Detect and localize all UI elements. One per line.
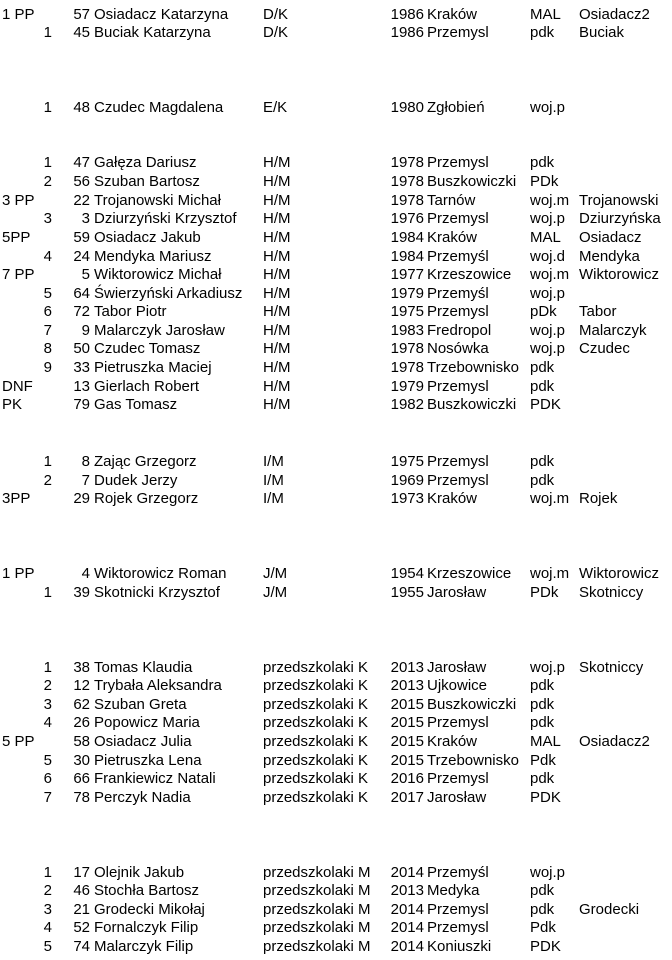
city-cell: Przemysl [427,378,489,395]
start-number-cell: 46 [73,882,90,899]
birth-year-cell: 1978 [390,173,424,190]
club-cell: PDK [530,789,561,806]
start-number-cell: 5 [81,266,90,283]
competitor-name-cell: Osiadacz Jakub [94,229,201,246]
birth-year-cell: 1984 [390,248,424,265]
category-cell: przedszkolaki K [263,696,369,713]
place-cell: 8 [43,340,52,357]
place-cell: 7 [43,789,52,806]
result-row [0,882,672,901]
city-cell: Przemysl [427,714,489,731]
club-cell: woj.d [530,248,566,265]
start-number-cell: 56 [73,173,90,190]
competitor-name-cell: Wiktorowicz Roman [94,565,227,582]
category-cell: H/M [263,173,291,190]
competitor-name-cell: Grodecki Mikołaj [94,901,205,918]
birth-year-cell: 1982 [390,396,424,413]
competitor-name-cell: Perczyk Nadia [94,789,191,806]
club-cell: woj.p [530,210,566,227]
category-cell: I/M [263,472,284,489]
competitor-name-cell: Gałęza Dariusz [94,154,197,171]
start-number-cell: 58 [73,733,90,750]
birth-year-cell: 1978 [390,359,424,376]
place-cell: 1 PP [2,565,35,582]
result-row [0,303,672,322]
competitor-name-cell: Dudek Jerzy [94,472,178,489]
result-row [0,378,672,397]
place-cell: 3 PP [2,192,35,209]
city-cell: Tarnów [427,192,476,209]
category-cell: przedszkolaki K [263,733,369,750]
place-cell: 2 [43,677,52,694]
competitor-name-cell: Fornalczyk Filip [94,919,199,936]
competitor-name-cell: Szuban Bartosz [94,173,200,190]
start-number-cell: 39 [73,584,90,601]
birth-year-cell: 1979 [390,378,424,395]
place-cell: 4 [43,248,52,265]
team-cell: Skotniccy [579,659,644,676]
result-row [0,770,672,789]
result-row [0,285,672,304]
start-number-cell: 64 [73,285,90,302]
club-cell: Pdk [530,919,556,936]
place-cell: 5 PP [2,733,35,750]
result-row [0,266,672,285]
club-cell: pdk [530,453,555,470]
team-cell: Osiadacz [579,229,642,246]
place-cell: 7 PP [2,266,35,283]
birth-year-cell: 1973 [390,490,424,507]
result-row [0,659,672,678]
category-cell: przedszkolaki M [263,882,371,899]
club-cell: woj.p [530,864,566,881]
result-row [0,901,672,920]
city-cell: Zgłobień [427,99,485,116]
start-number-cell: 9 [81,322,90,339]
city-cell: Kraków [427,490,478,507]
category-cell: przedszkolaki K [263,714,369,731]
result-row [0,472,672,491]
place-cell: 6 [43,303,52,320]
birth-year-cell: 1984 [390,229,424,246]
category-cell: H/M [263,303,291,320]
birth-year-cell: 1969 [390,472,424,489]
result-row [0,752,672,771]
birth-year-cell: 2015 [390,714,424,731]
city-cell: Jarosław [427,659,487,676]
competitor-name-cell: Skotnicki Krzysztof [94,584,220,601]
birth-year-cell: 1978 [390,340,424,357]
city-cell: Przemysl [427,919,489,936]
category-cell: przedszkolaki K [263,659,369,676]
birth-year-cell: 2013 [390,659,424,676]
birth-year-cell: 2015 [390,696,424,713]
club-cell: pdk [530,154,555,171]
place-cell: 1 [43,453,52,470]
team-cell: Skotniccy [579,584,644,601]
result-row [0,584,672,603]
result-row [0,340,672,359]
city-cell: Przemysl [427,453,489,470]
result-row [0,714,672,733]
team-cell: Osiadacz2 [579,6,650,23]
category-cell: J/M [263,584,288,601]
start-number-cell: 26 [73,714,90,731]
competitor-name-cell: Wiktorowicz Michał [94,266,222,283]
start-number-cell: 8 [81,453,90,470]
competitor-name-cell: Malarczyk Filip [94,938,194,955]
result-row [0,6,672,25]
result-row [0,453,672,472]
competitor-name-cell: Trojanowski Michał [94,192,221,209]
place-cell: 2 [43,173,52,190]
city-cell: Krzeszowice [427,565,512,582]
competitor-name-cell: Osiadacz Katarzyna [94,6,229,23]
category-cell: E/K [263,99,288,116]
place-cell: 1 [43,154,52,171]
result-row [0,490,672,509]
place-cell: 9 [43,359,52,376]
competitor-name-cell: Tabor Piotr [94,303,167,320]
result-row [0,396,672,415]
result-row [0,864,672,883]
birth-year-cell: 1975 [390,453,424,470]
start-number-cell: 7 [81,472,90,489]
birth-year-cell: 1980 [390,99,424,116]
category-cell: H/M [263,266,291,283]
place-cell: 3 [43,210,52,227]
club-cell: woj.p [530,322,566,339]
birth-year-cell: 1955 [390,584,424,601]
city-cell: Trzebownisko [427,752,519,769]
place-cell: 3 [43,696,52,713]
club-cell: pDk [530,303,557,320]
competitor-name-cell: Mendyka Mariusz [94,248,212,265]
start-number-cell: 4 [81,565,90,582]
category-cell: I/M [263,490,284,507]
start-number-cell: 21 [73,901,90,918]
result-row [0,322,672,341]
birth-year-cell: 2017 [390,789,424,806]
place-cell: 3 [43,901,52,918]
competitor-name-cell: Pietruszka Lena [94,752,202,769]
place-cell: 1 [43,24,52,41]
competitor-name-cell: Trybała Aleksandra [94,677,222,694]
start-number-cell: 12 [73,677,90,694]
city-cell: Fredropol [427,322,492,339]
result-row [0,248,672,267]
place-cell: 2 [43,882,52,899]
competitor-name-cell: Gierlach Robert [94,378,200,395]
place-cell: 1 PP [2,6,35,23]
start-number-cell: 30 [73,752,90,769]
start-number-cell: 33 [73,359,90,376]
club-cell: woj.p [530,659,566,676]
place-cell: 5PP [2,229,31,246]
start-number-cell: 24 [73,248,90,265]
competitor-name-cell: Czudec Magdalena [94,99,224,116]
birth-year-cell: 2014 [390,938,424,955]
category-cell: H/M [263,229,291,246]
competitor-name-cell: Gas Tomasz [94,396,178,413]
city-cell: Kraków [427,733,478,750]
competitor-name-cell: Osiadacz Julia [94,733,192,750]
team-cell: Buciak [579,24,625,41]
birth-year-cell: 1983 [390,322,424,339]
club-cell: pdk [530,378,555,395]
category-cell: H/M [263,396,291,413]
club-cell: pdk [530,359,555,376]
start-number-cell: 3 [81,210,90,227]
category-cell: przedszkolaki M [263,919,371,936]
result-row [0,677,672,696]
place-cell: DNF [2,378,33,395]
place-cell: 1 [43,659,52,676]
city-cell: Jarosław [427,584,487,601]
result-row [0,229,672,248]
competitor-name-cell: Tomas Klaudia [94,659,193,676]
competitor-name-cell: Dziurzyński Krzysztof [94,210,237,227]
result-row [0,173,672,192]
start-number-cell: 13 [73,378,90,395]
category-cell: H/M [263,248,291,265]
club-cell: PDk [530,173,559,190]
birth-year-cell: 2014 [390,901,424,918]
place-cell: 5 [43,285,52,302]
team-cell: Wiktorowicz [579,565,660,582]
city-cell: Przemysl [427,472,489,489]
category-cell: D/K [263,6,289,23]
city-cell: Ujkowice [427,677,488,694]
birth-year-cell: 1979 [390,285,424,302]
city-cell: Medyka [427,882,480,899]
category-cell: przedszkolaki K [263,770,369,787]
city-cell: Przemysl [427,901,489,918]
category-cell: przedszkolaki K [263,789,369,806]
place-cell: 1 [43,864,52,881]
start-number-cell: 50 [73,340,90,357]
start-number-cell: 62 [73,696,90,713]
start-number-cell: 29 [73,490,90,507]
city-cell: Nosówka [427,340,489,357]
club-cell: woj.m [530,266,570,283]
place-cell: 5 [43,938,52,955]
place-cell: 5 [43,752,52,769]
team-cell: Dziurzyńska [579,210,661,227]
competitor-name-cell: Czudec Tomasz [94,340,201,357]
birth-year-cell: 1977 [390,266,424,283]
result-row [0,938,672,957]
result-row [0,359,672,378]
competitor-name-cell: Świerzyński Arkadiusz [94,285,243,302]
city-cell: Trzebownisko [427,359,519,376]
team-cell: Trojanowski [579,192,659,209]
category-cell: H/M [263,210,291,227]
start-number-cell: 74 [73,938,90,955]
start-number-cell: 45 [73,24,90,41]
birth-year-cell: 1986 [390,24,424,41]
category-cell: przedszkolaki M [263,938,371,955]
club-cell: woj.p [530,340,566,357]
competitor-name-cell: Szuban Greta [94,696,187,713]
place-cell: 6 [43,770,52,787]
start-number-cell: 78 [73,789,90,806]
city-cell: Przemysl [427,154,489,171]
place-cell: 4 [43,714,52,731]
place-cell: PK [2,396,23,413]
birth-year-cell: 2015 [390,733,424,750]
birth-year-cell: 2013 [390,882,424,899]
team-cell: Mendyka [579,248,640,265]
result-row [0,919,672,938]
city-cell: Buszkowiczki [427,696,517,713]
city-cell: Buszkowiczki [427,396,517,413]
birth-year-cell: 2015 [390,752,424,769]
city-cell: Przemyśl [427,248,489,265]
start-number-cell: 66 [73,770,90,787]
place-cell: 1 [43,99,52,116]
club-cell: PDK [530,938,561,955]
category-cell: H/M [263,340,291,357]
club-cell: woj.m [530,490,570,507]
club-cell: woj.p [530,99,566,116]
competitor-name-cell: Popowicz Maria [94,714,200,731]
place-cell: 4 [43,919,52,936]
birth-year-cell: 1986 [390,6,424,23]
category-cell: H/M [263,285,291,302]
club-cell: pdk [530,24,555,41]
competitor-name-cell: Malarczyk Jarosław [94,322,225,339]
club-cell: pdk [530,714,555,731]
result-row [0,154,672,173]
birth-year-cell: 2013 [390,677,424,694]
place-cell: 2 [43,472,52,489]
start-number-cell: 79 [73,396,90,413]
start-number-cell: 47 [73,154,90,171]
category-cell: przedszkolaki M [263,901,371,918]
club-cell: pdk [530,770,555,787]
team-cell: Rojek [579,490,618,507]
start-number-cell: 38 [73,659,90,676]
start-number-cell: 22 [73,192,90,209]
city-cell: Kraków [427,6,478,23]
club-cell: woj.m [530,192,570,209]
result-row [0,210,672,229]
competitor-name-cell: Stochła Bartosz [94,882,200,899]
start-number-cell: 59 [73,229,90,246]
team-cell: Wiktorowicz [579,266,660,283]
result-row [0,696,672,715]
club-cell: pdk [530,901,555,918]
club-cell: MAL [530,6,561,23]
club-cell: pdk [530,882,555,899]
team-cell: Osiadacz2 [579,733,650,750]
birth-year-cell: 1978 [390,154,424,171]
competitor-name-cell: Frankiewicz Natali [94,770,216,787]
place-cell: 3PP [2,490,31,507]
club-cell: woj.m [530,565,570,582]
city-cell: Przemysl [427,303,489,320]
place-cell: 1 [43,584,52,601]
team-cell: Grodecki [579,901,640,918]
city-cell: Przemysl [427,24,489,41]
club-cell: woj.p [530,285,566,302]
category-cell: H/M [263,322,291,339]
result-row [0,733,672,752]
category-cell: H/M [263,359,291,376]
result-row [0,565,672,584]
category-cell: J/M [263,565,288,582]
city-cell: Przemysl [427,770,489,787]
start-number-cell: 52 [73,919,90,936]
start-number-cell: 17 [73,864,90,881]
competitor-name-cell: Rojek Grzegorz [94,490,199,507]
competitor-name-cell: Buciak Katarzyna [94,24,211,41]
club-cell: pdk [530,677,555,694]
competitor-name-cell: Pietruszka Maciej [94,359,212,376]
result-row [0,789,672,808]
club-cell: pdk [530,696,555,713]
city-cell: Jarosław [427,789,487,806]
city-cell: Kraków [427,229,478,246]
start-number-cell: 48 [73,99,90,116]
category-cell: przedszkolaki K [263,677,369,694]
category-cell: przedszkolaki K [263,752,369,769]
category-cell: H/M [263,154,291,171]
competitor-name-cell: Olejnik Jakub [94,864,185,881]
birth-year-cell: 1954 [390,565,424,582]
city-cell: Przemyśl [427,864,489,881]
category-cell: przedszkolaki M [263,864,371,881]
team-cell: Tabor [579,303,617,320]
club-cell: pdk [530,472,555,489]
birth-year-cell: 1978 [390,192,424,209]
birth-year-cell: 2014 [390,864,424,881]
city-cell: Buszkowiczki [427,173,517,190]
birth-year-cell: 2016 [390,770,424,787]
team-cell: Malarczyk [579,322,647,339]
place-cell: 7 [43,322,52,339]
city-cell: Przemysl [427,210,489,227]
result-row [0,99,672,118]
competitor-name-cell: Zając Grzegorz [94,453,197,470]
club-cell: MAL [530,733,561,750]
birth-year-cell: 1976 [390,210,424,227]
club-cell: PDK [530,396,561,413]
club-cell: PDk [530,584,559,601]
category-cell: I/M [263,453,284,470]
birth-year-cell: 2014 [390,919,424,936]
result-row [0,24,672,43]
team-cell: Czudec [579,340,630,357]
club-cell: Pdk [530,752,556,769]
start-number-cell: 57 [73,6,90,23]
category-cell: H/M [263,192,291,209]
city-cell: Koniuszki [427,938,492,955]
city-cell: Krzeszowice [427,266,512,283]
birth-year-cell: 1975 [390,303,424,320]
category-cell: H/M [263,378,291,395]
category-cell: D/K [263,24,289,41]
result-row [0,192,672,211]
start-number-cell: 72 [73,303,90,320]
club-cell: MAL [530,229,561,246]
city-cell: Przemyśl [427,285,489,302]
